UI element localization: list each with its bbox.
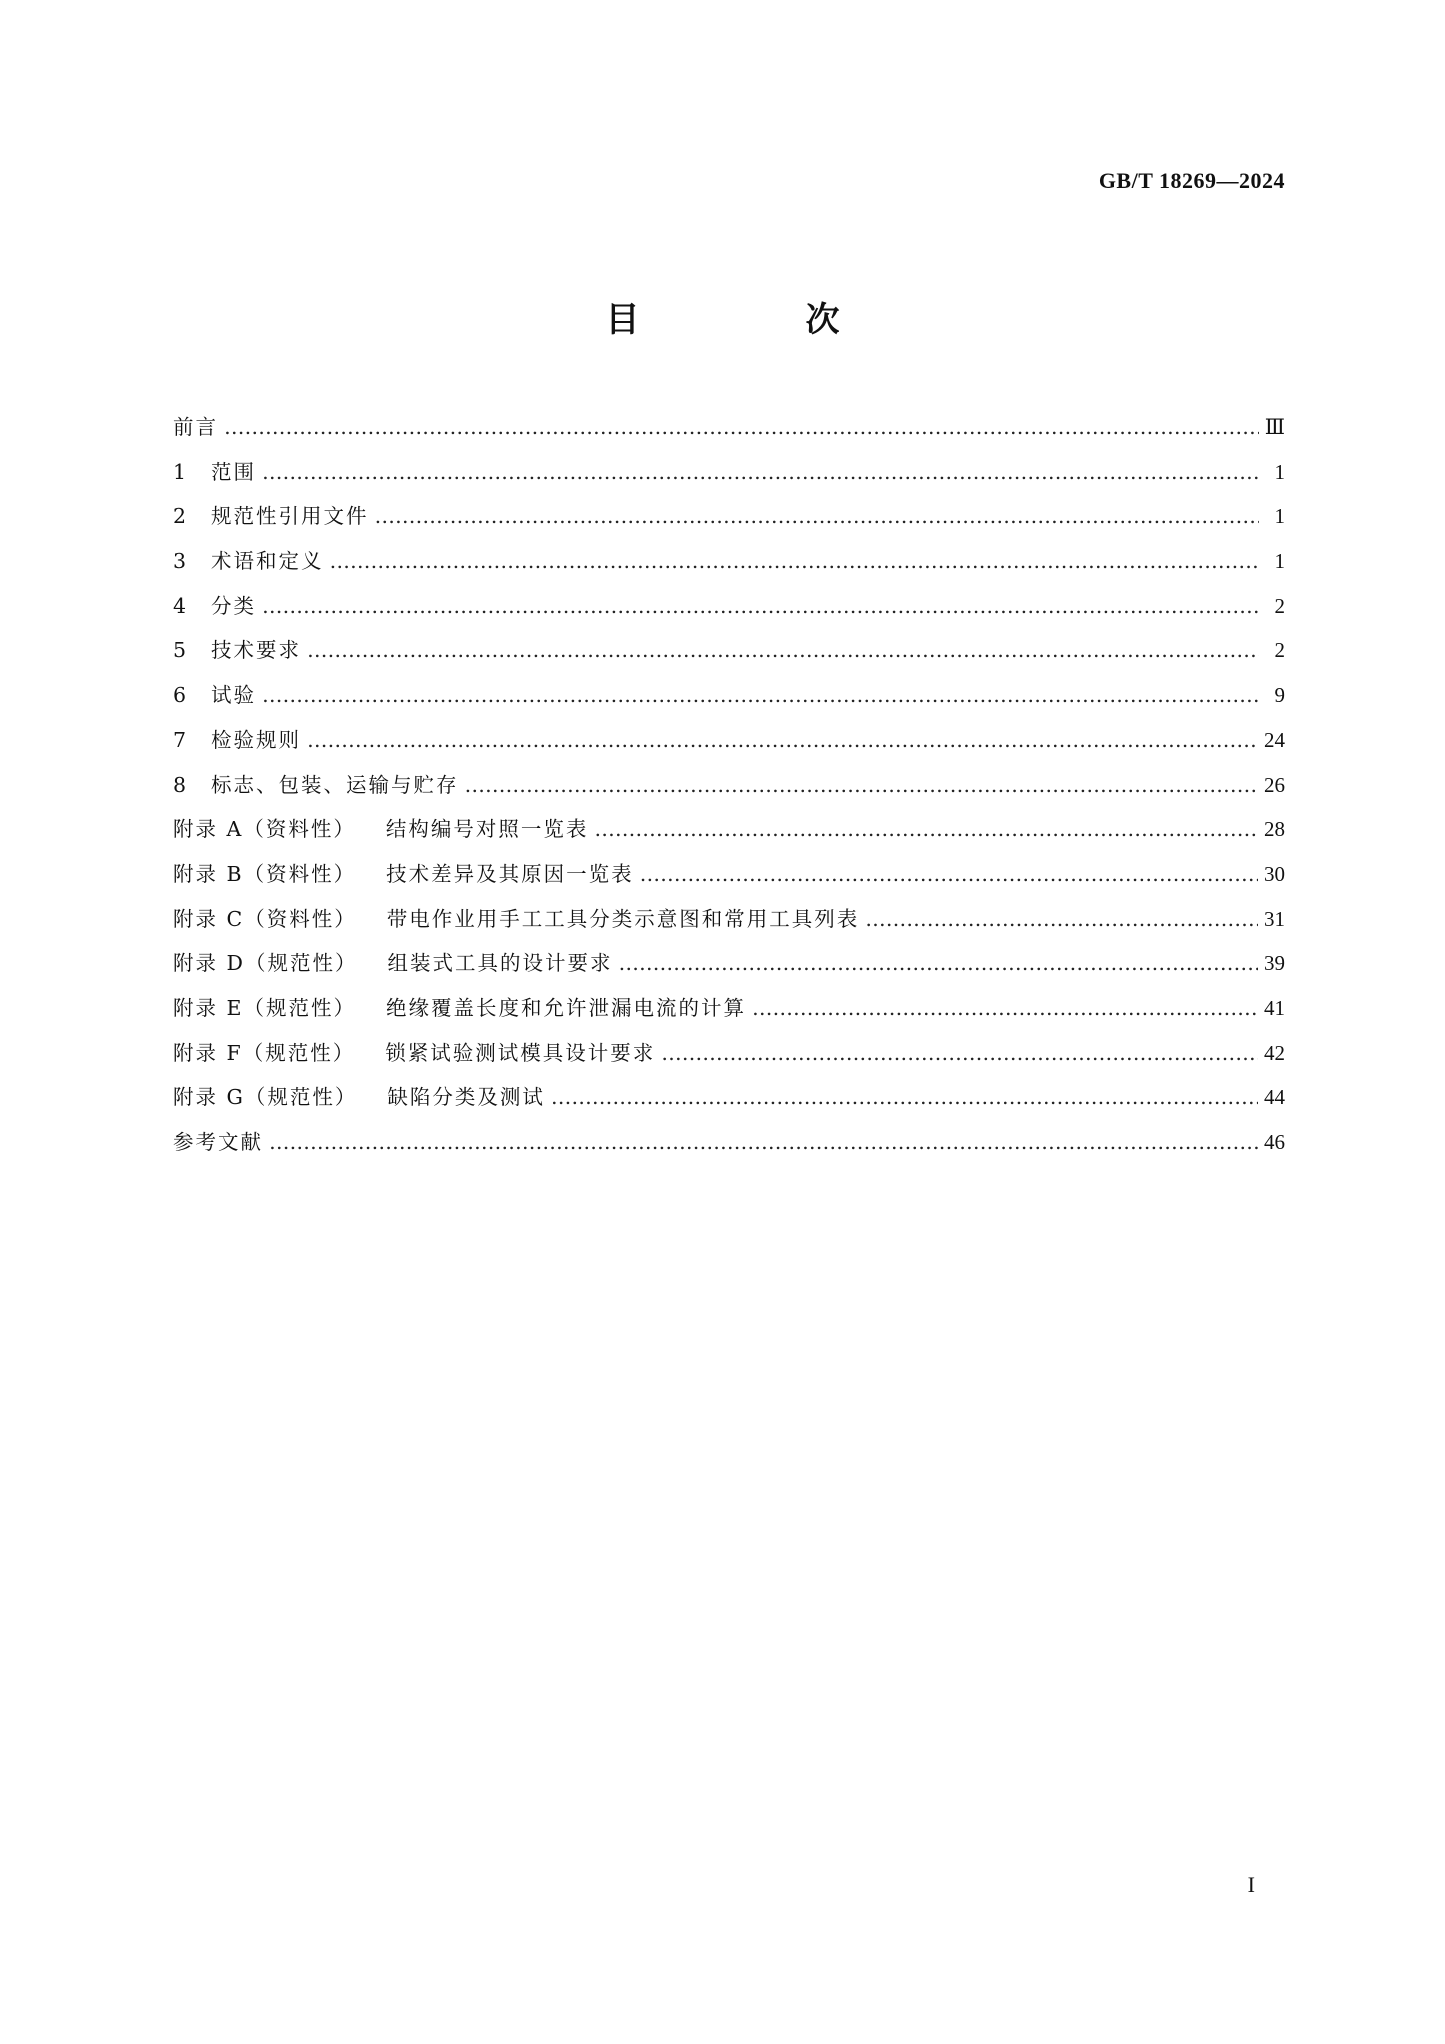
toc-entry-page: 1 [1274,549,1285,574]
toc-entry-leader-dots [307,638,1259,662]
toc-entry-page: 1 [1274,459,1285,484]
toc-entry-leader-dots [375,504,1260,528]
toc-entry[interactable] [173,499,1285,544]
toc-entry-page: 9 [1274,683,1285,708]
toc-entry-label: 锁紧试验测试模具设计要求 [385,1040,656,1065]
toc-entry[interactable] [173,678,1285,723]
toc-entry-annex-prefix: 附录 G（规范性） [173,1085,358,1110]
toc-entry-number: 2 [173,504,187,529]
toc-entry[interactable] [173,946,1285,991]
toc-entry-annex-prefix: 附录 A（资料性） [173,817,356,842]
toc-entry-leader-dots [752,996,1258,1020]
toc-entry-label: 组装式工具的设计要求 [387,951,613,976]
toc-entry-leader-dots [594,817,1258,841]
page-number: I [1247,1872,1255,1897]
toc-entry-page: 2 [1274,638,1285,663]
toc-entry-page: 31 [1264,906,1285,931]
toc-entry-label: 参考文献 [173,1130,263,1154]
toc-entry-annex-prefix: 附录 C（资料性） [173,906,357,931]
toc-entry-label: 前言 [173,415,218,439]
toc-entry-label: 规范性引用文件 [211,504,369,529]
toc-entry-leader-dots [262,683,1259,707]
toc-entry[interactable] [173,857,1285,902]
toc-entry-page: 2 [1274,593,1285,618]
table-of-contents [173,410,1285,1170]
toc-entry-page: 28 [1264,817,1285,842]
toc-entry[interactable] [173,633,1285,678]
toc-entry-leader-dots [269,1130,1258,1154]
toc-entry-number: 8 [173,772,187,797]
toc-entry-leader-dots [262,460,1259,484]
toc-entry-annex-prefix: 附录 B（资料性） [173,861,357,886]
toc-entry-leader-dots [661,1041,1258,1065]
toc-entry[interactable] [173,410,1285,455]
toc-entry-label: 试验 [211,683,256,708]
toc-entry-number: 6 [173,683,187,708]
toc-entry-page: 46 [1264,1130,1285,1154]
toc-entry-leader-dots [618,951,1258,975]
toc-entry-leader-dots [551,1085,1258,1109]
toc-entry-label: 检验规则 [211,727,301,752]
toc-entry-label: 结构编号对照一览表 [385,817,589,842]
toc-entry-page: 30 [1264,861,1285,886]
toc-entry-label: 技术差异及其原因一览表 [386,861,634,886]
toc-entry-label: 带电作业用手工工具分类示意图和常用工具列表 [386,906,860,931]
toc-entry-leader-dots [307,728,1258,752]
toc-entry-label: 范围 [211,459,256,484]
toc-entry[interactable] [173,1080,1285,1125]
toc-entry-label: 标志、包装、运输与贮存 [211,772,459,797]
toc-entry-leader-dots [640,862,1258,886]
toc-entry-label: 缺陷分类及测试 [387,1085,545,1110]
toc-entry-page: 44 [1264,1085,1285,1110]
toc-entry[interactable] [173,455,1285,500]
toc-entry-leader-dots [330,549,1260,573]
toc-entry[interactable] [173,723,1285,768]
toc-entry[interactable] [173,1125,1285,1170]
toc-entry-page: 26 [1264,772,1285,797]
toc-entry-leader-dots [865,907,1258,931]
toc-entry-number: 5 [173,638,187,663]
toc-entry-number: 1 [173,459,187,484]
toc-entry[interactable] [173,768,1285,813]
toc-entry[interactable] [173,902,1285,947]
toc-entry-annex-prefix: 附录 F（规范性） [173,1040,356,1065]
toc-entry-leader-dots [465,773,1259,797]
toc-entry-leader-dots [262,594,1259,618]
toc-entry-annex-prefix: 附录 D（规范性） [173,951,358,976]
toc-entry-annex-prefix: 附录 E（规范性） [173,995,356,1020]
toc-entry-number: 7 [173,727,187,752]
toc-entry-page: Ⅲ [1264,415,1285,439]
toc-entry-page: 42 [1264,1040,1285,1065]
toc-entry-number: 4 [173,593,187,618]
toc-entry[interactable] [173,991,1285,1036]
toc-entry[interactable] [173,812,1285,857]
toc-entry-leader-dots [224,415,1259,439]
toc-entry[interactable] [173,1036,1285,1081]
toc-entry-page: 1 [1274,504,1285,529]
page-title: 目 次 [605,300,906,340]
toc-entry-number: 3 [173,549,187,574]
toc-entry-label: 术语和定义 [211,549,324,574]
toc-entry-page: 24 [1264,727,1285,752]
toc-entry[interactable] [173,544,1285,589]
toc-entry-label: 绝缘覆盖长度和允许泄漏电流的计算 [385,995,746,1020]
toc-entry-label: 技术要求 [211,638,301,663]
toc-entry-page: 41 [1264,995,1285,1020]
standard-code: GB/T 18269—2024 [1098,168,1285,193]
toc-entry-label: 分类 [211,593,256,618]
toc-entry-page: 39 [1264,951,1285,976]
toc-entry[interactable] [173,589,1285,634]
